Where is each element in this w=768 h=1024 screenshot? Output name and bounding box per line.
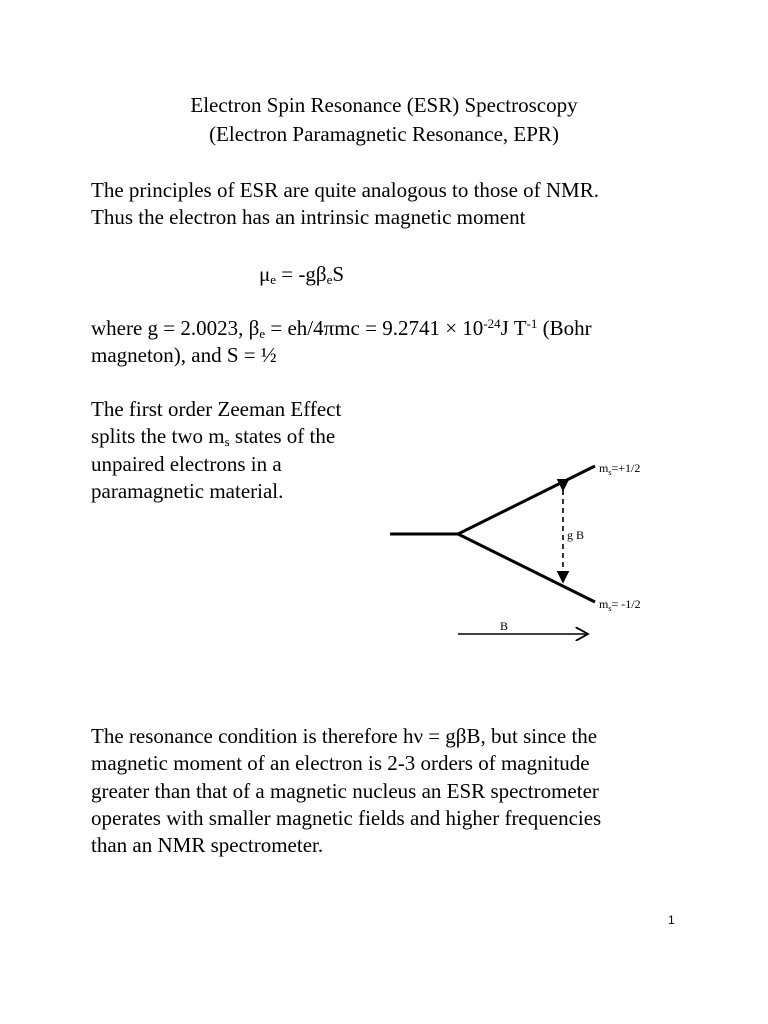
lower-level-label: $m_s= -1/2$ <box>599 597 641 613</box>
zeeman-line-4: paramagnetic material. <box>91 479 284 503</box>
page-number: 1 <box>668 913 675 927</box>
upper-level-label: $m_s=+1/2$ <box>599 461 641 477</box>
field-label: B <box>500 619 509 633</box>
resonance-line-2: magnetic moment of an electron is 2-3 orders of magnitude <box>91 751 590 775</box>
upper-level-line <box>458 466 595 534</box>
energy-gap-label: g B <box>567 528 585 542</box>
where-line-1: where g = 2.0023, $\beta_e = eh/4\pi mc = 9.2741 \times 10^{-24}J$ $T^{-1}$ (Bohr <box>91 316 592 341</box>
resonance-line-5: than an NMR spectrometer. <box>91 833 324 857</box>
zeeman-line-2: splits the two $m_s$ states of the <box>91 424 336 449</box>
resonance-line-4: operates with smaller magnetic fields and higher frequencies <box>91 806 602 830</box>
where-line-2: magneton), and S = ½ <box>91 343 277 367</box>
title-line-1: Electron Spin Resonance (ESR) Spectroscopy <box>190 93 578 117</box>
magnetic-moment-equation: $\mu_e = -g\beta_eS$ <box>259 262 345 287</box>
intro-line-2: Thus the electron has an intrinsic magnetic moment <box>91 205 526 229</box>
zeeman-line-3: unpaired electrons in a <box>91 452 282 476</box>
lower-level-line <box>458 534 595 602</box>
resonance-line-3: greater than that of a magnetic nucleus an ESR spectrometer <box>91 779 599 803</box>
resonance-line-1: The resonance condition is therefore hν = gβB, but since the <box>91 724 598 748</box>
intro-line-1: The principles of ESR are quite analogous to those of NMR. <box>91 178 599 202</box>
title-line-2: (Electron Paramagnetic Resonance, EPR) <box>209 122 559 146</box>
zeeman-line-1: The first order Zeeman Effect <box>91 397 342 421</box>
